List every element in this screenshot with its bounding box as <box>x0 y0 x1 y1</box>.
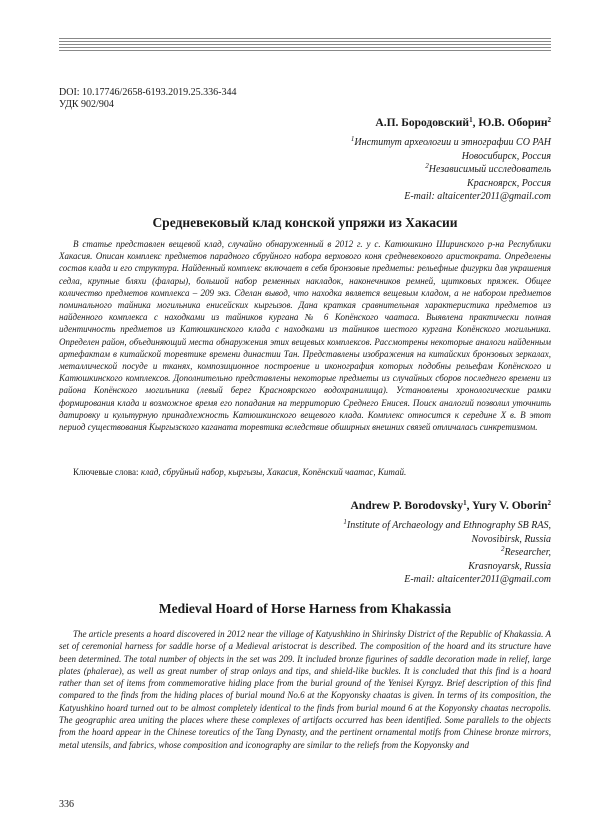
udk-line: УДК 902/904 <box>59 99 114 110</box>
ru-keywords <box>73 466 551 478</box>
en-abstract: The article presents a hoard discovered in 2012 near the village of Katyushkino in Shirinsky District of the Republic of Khakassia. A set of ceremonial harness for saddle horse of a Medieval aristocrat is described. The composition of the hoard and its structure have been determined. The total number of objects in the set was 209. It included bronze figurines of saddle decoration made in relief, large plates (phalerae), as well as great number of strap onlays and tips, and shield-like buckles. It is concluded that this find is a hoard rather than set of items from commemorative hiding place from the burial ground of the Yenisei Kyrgyz. Brief description of this find compared to the finds from the hiding places of burial mound No.6 at the Kopyonsky chaatas is given. In terms of its composition, the Katyushkino hoard turned out to be almost completely identical to the finds from burial mound 6 at the Kopyonsky chaatas necropolis. The geographic area uniting the places where these complexes of artifacts occurred has been identified. Some parallels to the objects from the hoard appear in the Chinese toreutics of the Tang Dynasty, and the pertinent ornamental motifs from Chinese bronze mirrors, metal utensils, and fabrics, whose composition and iconography are similar to the reliefs from the Kopyonsky and <box>59 629 551 750</box>
en-affil-4: Krasnoyarsk, Russia <box>468 560 551 572</box>
ru-author-1-sup: 1 <box>469 116 473 124</box>
ru-affil-1-sup: 1 <box>350 135 355 143</box>
en-affil-3-sup: 2 <box>500 545 505 553</box>
ru-affil-1: Институт археологии и этнографии СО РАН <box>354 137 551 148</box>
header-rule <box>59 38 551 52</box>
ru-abstract: В статье представлен вещевой клад, случайно обнаруженный в 2012 г. у с. Катюшкино Ширинского р-на Республики Хакасия. Описан комплекс предметов парадного сбруйного набора верхового коня средневекового аристократа. Определены состав клада и его структура. Найденный комплекс включает в себя бронзовые предметы: рельефные фигурки для украшения седла, крупные бляхи (фалары), большой набор ременных накладок, наконечников ремней, щитковых пряжек. Общее количество предметов комплекса – 209 экз. Сделан вывод, что находка является вещевым кладом, а не набором предметов поминального тайника могильника енисейских кыргызов. Дана краткая сравнительная характеристика предметов из найденного комплекса с находками из тайников кургана № 6 Копёнского чаатаса. Выявлена практически полная идентичность предметов из Катюшкинского клада с находками из тайников шестого кургана Копёнского могильника. Определен район, объединяющий места обнаружения этих вещевых комплексов. Рассмотрены некоторые аналоги найденным артефактам в китайской торевтике времени династии Тан. Представлены изображения на китайских бронзовых зеркалах, металлической посуде и тканях, композиционное построение и иконография которых подобны рельефам Копёнского и Катюшкинского комплексов. Дополнительно представлены некоторые предметы из случайных сборов последнего времени из района Копёнского могильника (левый берег Красноярского водохранилища). Установлены хронологические рамки формирования клада и возможное время его попадания на территорию Среднего Енисея. Поиск аналогий позволил уточнить датировку и культурную принадлежность Катюшкинского вещевого клада. Комплекс относится к середине X в. В этот период существования Кыргызского каганата торевтика вследствие обширных внешних связей отличалась синкретизмом. <box>59 239 551 433</box>
en-affil-3: Researcher, <box>504 547 551 558</box>
en-affil-1: Institute of Archaeology and Ethnography SB RAS, <box>346 520 551 531</box>
en-affiliations <box>343 519 551 587</box>
ru-author-1: А.П. Бородовский <box>375 117 470 129</box>
en-email: E-mail: altaicenter2011@gmail.com <box>404 574 551 585</box>
en-author-1: Andrew P. Borodovsky <box>350 500 464 512</box>
en-authors: Andrew P. Borodovsky$^1$, Yury V. Oborin$^2$ <box>350 499 551 512</box>
keywords-label: Ключевые слова: <box>73 467 141 477</box>
ru-affil-3-sup: 2 <box>425 162 429 170</box>
en-author-2: Yury V. Oborin <box>471 500 548 512</box>
ru-author-2-sup: 2 <box>547 116 551 124</box>
en-title: Medieval Hoard of Horse Harness from Khakassia <box>158 601 452 616</box>
ru-authors: А.П. Бородовский$^1$, Ю.В. Оборин$^2$ <box>375 116 551 129</box>
page-number: 336 <box>59 799 74 810</box>
ru-author-2: Ю.В. Оборин <box>478 117 548 129</box>
ru-affiliations <box>351 136 551 204</box>
doi-line: DOI: 10.17746/2658-6193.2019.25.336-344 <box>59 87 237 98</box>
en-affil-1-sup: 1 <box>343 518 347 526</box>
ru-affil-3: Независимый исследователь <box>428 164 551 175</box>
ru-affil-2: Новосибирск, Россия <box>461 150 551 162</box>
en-author-1-sup: 1 <box>463 499 467 507</box>
ru-title: Средневековый клад конской упряжи из Хакасии <box>152 215 458 230</box>
ru-affil-4: Красноярск, Россия <box>467 177 551 189</box>
ru-email: E-mail: altaicenter2011@gmail.com <box>404 191 551 202</box>
en-author-2-sup: 2 <box>547 499 551 507</box>
keywords-text: клад, сбруйный набор, кыргызы, Хакасия, Копёнский чаатас, Китай. <box>140 467 407 477</box>
en-affil-2: Novosibirsk, Russia <box>471 533 551 545</box>
